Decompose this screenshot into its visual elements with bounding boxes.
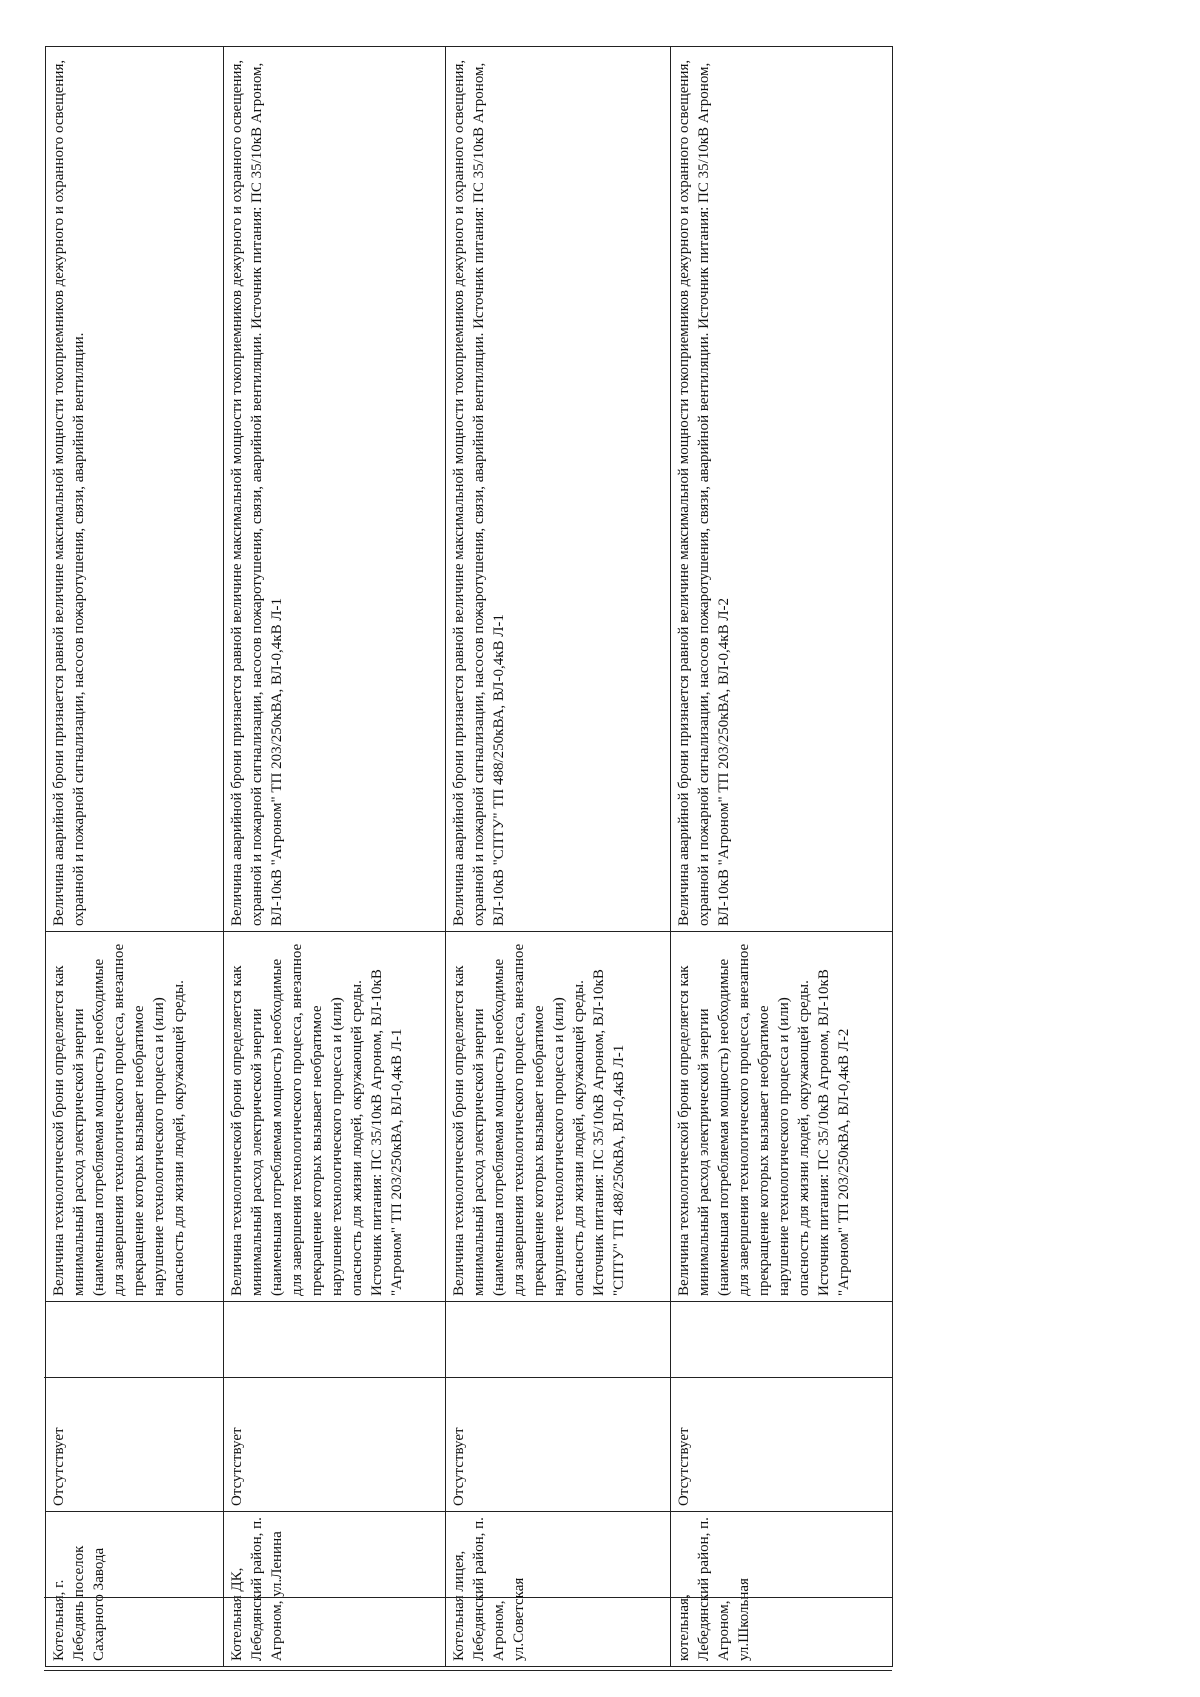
emergency-reserve-cell: Величина аварийной брони признается равной величине максимальной мощности токоприемников дежурного и охранного освещения, охранной и пожарной сигнализации, насосов пожаротушения, связи, аварийной вентиляции. bbox=[46, 47, 224, 932]
emergency-reserve-cell: Величина аварийной брони признается равной величине максимальной мощности токоприемников дежурного и охранного освещения, охранной и пожарной сигнализации, насосов пожаротушения, связи, аварийной вентиляции. Источник питания: ПС 35/10кВ Агроном, ВЛ-10кВ "Агроном" ТП 203/250кВА, ВЛ-0,4кВ Л-1 bbox=[224, 47, 446, 932]
technological-reserve-cell: Величина технологической брони определяется как минимальный расход электрической энергии (наименьшая потребляемая мощность) необходимые для завершения технологического процесса, внезапное прекращение которых вызывает необратимое нарушение технологического процесса и (или) опасность для жизни людей, окружающей среды. bbox=[46, 932, 224, 1302]
status-cell: Отсутствует bbox=[46, 1302, 224, 1512]
table-row bbox=[446, 47, 671, 1667]
status-cell: Отсутствует bbox=[671, 1302, 893, 1512]
status-cell: Отсутствует bbox=[446, 1302, 671, 1512]
status-cell: Отсутствует bbox=[224, 1302, 446, 1512]
emergency-reserve-cell: Величина аварийной брони признается равной величине максимальной мощности токоприемников дежурного и охранного освещения, охранной и пожарной сигнализации, насосов пожаротушения, связи, аварийной вентиляции. Источник питания: ПС 35/10кВ Агроном, ВЛ-10кВ "Агроном" ТП 203/250кВА, ВЛ-0,4кВ Л-2 bbox=[671, 47, 893, 932]
location-cell: котельная, Лебедянский район, п. Агроном, ул.Школьная bbox=[671, 1512, 893, 1667]
location-cell: Котельная, г. Лебедянь поселок Сахарного Завода bbox=[46, 1512, 224, 1667]
technological-reserve-cell: Величина технологической брони определяется как минимальный расход электрической энергии (наименьшая потребляемая мощность) необходимые для завершения технологического процесса, внезапное прекращение которых вызывает необратимое нарушение технологического процесса и (или) опасность для жизни людей, окружающей среды. Источник питания: ПС 35/10кВ Агроном, ВЛ-10кВ "Агроном" ТП 203/250кВА, ВЛ-0,4кВ Л-1 bbox=[224, 932, 446, 1302]
emergency-reserve-cell: Величина аварийной брони признается равной величине максимальной мощности токоприемников дежурного и охранного освещения, охранной и пожарной сигнализации, насосов пожаротушения, связи, аварийной вентиляции. Источник питания: ПС 35/10кВ Агроном, ВЛ-10кВ "СПТУ" ТП 488/250кВА, ВЛ-0,4кВ Л-1 bbox=[446, 47, 671, 932]
table-row bbox=[224, 47, 446, 1667]
reserve-table bbox=[45, 46, 893, 1667]
table-row bbox=[46, 47, 224, 1667]
technological-reserve-cell: Величина технологической брони определяется как минимальный расход электрической энергии (наименьшая потребляемая мощность) необходимые для завершения технологического процесса, внезапное прекращение которых вызывает необратимое нарушение технологического процесса и (или) опасность для жизни людей, окружающей среды. Источник питания: ПС 35/10кВ Агроном, ВЛ-10кВ "Агроном" ТП 203/250кВА, ВЛ-0,4кВ Л-2 bbox=[671, 932, 893, 1302]
horizontal-rule bbox=[44, 1597, 892, 1598]
location-cell: Котельная лицея, Лебедянский район, п. Агроном, ул.Советская bbox=[446, 1512, 671, 1667]
location-cell: Котельная ДК, Лебедянский район, п. Агроном, ул.Ленина bbox=[224, 1512, 446, 1667]
horizontal-rule bbox=[44, 1377, 892, 1378]
horizontal-rule bbox=[44, 1670, 892, 1671]
table-row bbox=[671, 47, 893, 1667]
technological-reserve-cell: Величина технологической брони определяется как минимальный расход электрической энергии (наименьшая потребляемая мощность) необходимые для завершения технологического процесса, внезапное прекращение которых вызывает необратимое нарушение технологического процесса и (или) опасность для жизни людей, окружающей среды. Источник питания: ПС 35/10кВ Агроном, ВЛ-10кВ "СПТУ" ТП 488/250кВА, ВЛ-0,4кВ Л-1 bbox=[446, 932, 671, 1302]
